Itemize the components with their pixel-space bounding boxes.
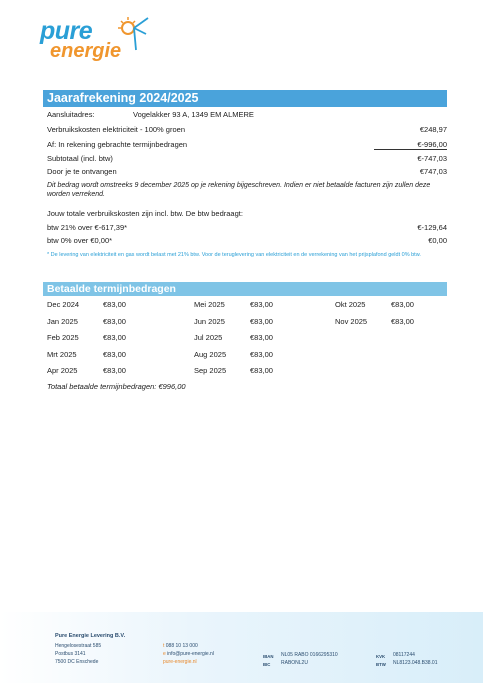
installment-amount: €83,00 xyxy=(250,366,273,375)
installment-month: Apr 2025 xyxy=(47,366,78,375)
phone-icon: t xyxy=(163,643,165,649)
btw-value: NL8123.048.B38.01 xyxy=(393,660,438,666)
installment-amount: €83,00 xyxy=(250,333,273,342)
bic-label: BIC xyxy=(263,662,271,667)
subtotal-divider xyxy=(374,149,447,150)
installment-amount: €83,00 xyxy=(103,300,126,309)
vat-label: btw 21% over €-617,39* xyxy=(47,223,128,232)
installment-month: Mrt 2025 xyxy=(47,349,77,359)
installment-month: Aug 2025 xyxy=(194,349,227,359)
footer-street: Hengelosestraat 585 xyxy=(55,643,102,649)
installment-month: Okt 2025 xyxy=(335,300,366,309)
line-label: Subtotaal (incl. btw) xyxy=(47,154,113,163)
line-amount: €248,97 xyxy=(419,125,447,134)
vat-label: btw 0% over €0,00* xyxy=(47,236,113,245)
installment-month: Nov 2025 xyxy=(335,316,368,326)
footer-pobox: Postbus 3141 xyxy=(55,651,86,657)
vat-amount: €-129,64 xyxy=(417,223,447,232)
address-value: Vogelakker 93 A, 1349 EM ALMERE xyxy=(133,110,254,119)
invoice-title: Jaarafrekening 2024/2025 xyxy=(43,90,447,107)
kvk-label: KVK xyxy=(376,654,386,659)
installments-title: Betaalde termijnbedragen xyxy=(43,282,447,296)
footer-email-address: info@pure-energie.nl xyxy=(167,651,214,657)
logo-word-energie: energie xyxy=(50,40,122,62)
vat-amount: €0,00 xyxy=(428,236,447,245)
installment-month: Jan 2025 xyxy=(47,316,78,326)
btw-label: BTW xyxy=(376,662,386,667)
line-label: Af: In rekening gebrachte termijnbedragen xyxy=(47,140,188,149)
installment-amount: €83,00 xyxy=(250,316,273,326)
footer-city: 7500 DC Enschede xyxy=(55,659,99,665)
installment-month: Feb 2025 xyxy=(47,333,79,342)
line-label: Verbruikskosten elektriciteit - 100% groen xyxy=(47,125,185,134)
installment-amount: €83,00 xyxy=(103,349,126,359)
installment-amount: €83,00 xyxy=(391,316,414,326)
footer-company: Pure Energie Levering B.V. xyxy=(55,633,126,639)
iban-label: IBAN xyxy=(263,654,274,659)
installment-amount: €83,00 xyxy=(250,300,273,309)
installment-month: Dec 2024 xyxy=(47,300,80,309)
address-label: Aansluitadres: xyxy=(47,110,95,119)
footer-email[interactable] xyxy=(163,651,214,659)
vat-intro-text: Jouw totale verbruikskosten zijn incl. btw. De btw bedraagt: xyxy=(47,209,243,218)
payout-remark: Dit bedrag wordt omstreeks 9 december 2025 op je rekening bijgeschreven. Indien er niet betaalde facturen zijn zullen deze worden verrekend. xyxy=(47,182,431,198)
line-amount: €-747,03 xyxy=(417,154,447,163)
installment-month: Sep 2025 xyxy=(194,366,227,375)
footer-phone[interactable] xyxy=(163,643,198,651)
logo-word-pure: pure xyxy=(40,17,93,45)
footer xyxy=(0,612,483,683)
installment-amount: €83,00 xyxy=(103,316,126,326)
installment-month: Jul 2025 xyxy=(194,333,223,342)
email-icon: e xyxy=(163,651,166,657)
installment-amount: €83,00 xyxy=(103,366,126,375)
installment-amount: €83,00 xyxy=(250,349,273,359)
pure-energie-logo xyxy=(40,14,150,66)
installment-month: Mei 2025 xyxy=(194,300,225,309)
bic-value: RABONL2U xyxy=(281,660,308,666)
kvk-value: 08117244 xyxy=(393,652,415,658)
vat-footnote: * De levering van elektriciteit en gas wordt belast met 21% btw. Voor de teruglevering van elektriciteit en de verrekening van het prijsplafond geldt 0% btw. xyxy=(47,252,421,258)
footer-website[interactable]: pure-energie.nl xyxy=(163,659,197,665)
line-label: Door je te ontvangen xyxy=(47,167,117,176)
line-amount: €-996,00 xyxy=(417,140,447,149)
sun-windmill-icon xyxy=(112,14,152,54)
installment-amount: €83,00 xyxy=(103,333,126,342)
footer-phone-number: 088 10 13 000 xyxy=(165,643,198,649)
iban-value: NL05 RABO 0166295310 xyxy=(281,652,338,658)
installments-total: Totaal betaalde termijnbedragen: €996,00 xyxy=(47,382,186,391)
line-amount: €747,03 xyxy=(419,167,447,176)
installment-amount: €83,00 xyxy=(391,300,414,309)
installment-month: Jun 2025 xyxy=(194,316,225,326)
